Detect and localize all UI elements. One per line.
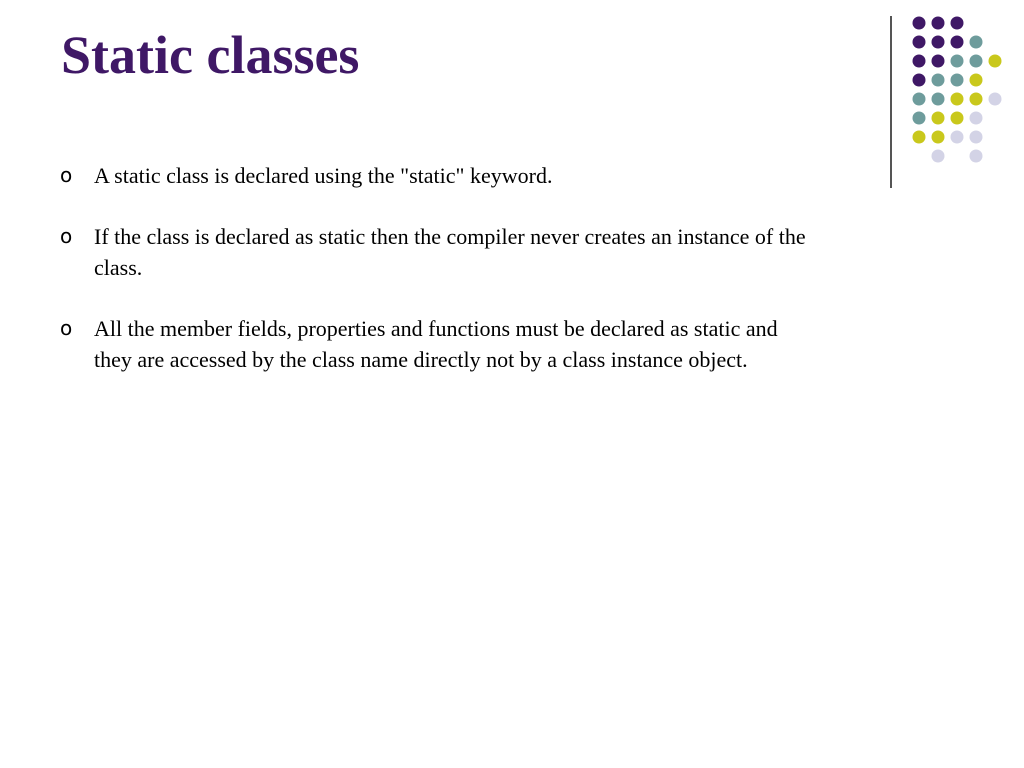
decorative-dot [970,150,983,163]
decorative-dot [951,93,964,106]
decorative-dot [913,55,926,68]
decorative-dot [970,55,983,68]
decorative-dot [989,93,1002,106]
bullet-marker: o [60,316,73,340]
decorative-dot [932,112,945,125]
decorative-dot [913,131,926,144]
decorative-dot [970,36,983,49]
decorative-dot [932,55,945,68]
decorative-dot [951,131,964,144]
decorative-dot [932,93,945,106]
bullet-text: If the class is declared as static then the compiler never creates an instance of the class. [94,224,806,280]
slide-title: Static classes [61,25,360,85]
decorative-dot [951,112,964,125]
bullet-marker: o [60,224,73,248]
decorative-dot [951,55,964,68]
decorative-dot [913,93,926,106]
decorative-dot [970,131,983,144]
decorative-dot [932,150,945,163]
decorative-dot [970,93,983,106]
decorative-dot [970,112,983,125]
decorative-dot [951,17,964,30]
decorative-dot [913,17,926,30]
decorative-dot [913,74,926,87]
decorative-dot [970,74,983,87]
bullet-text: All the member fields, properties and functions must be declared as static and they are accessed by the class name directly not by a class instance object. [94,316,778,372]
decorative-dot [951,74,964,87]
decorative-dot [932,36,945,49]
decorative-dot [989,55,1002,68]
decorative-dot [913,112,926,125]
bullet-item [60,221,820,283]
decorative-dot [932,74,945,87]
decorative-dot [932,131,945,144]
decorative-dot [913,36,926,49]
bullet-text: A static class is declared using the "static" keyword. [94,163,553,188]
bullet-marker: o [60,163,73,187]
decorative-dot [932,17,945,30]
bullet-item [60,313,820,375]
bullet-list [60,160,820,405]
decorative-dot [951,36,964,49]
bullet-item [60,160,820,191]
